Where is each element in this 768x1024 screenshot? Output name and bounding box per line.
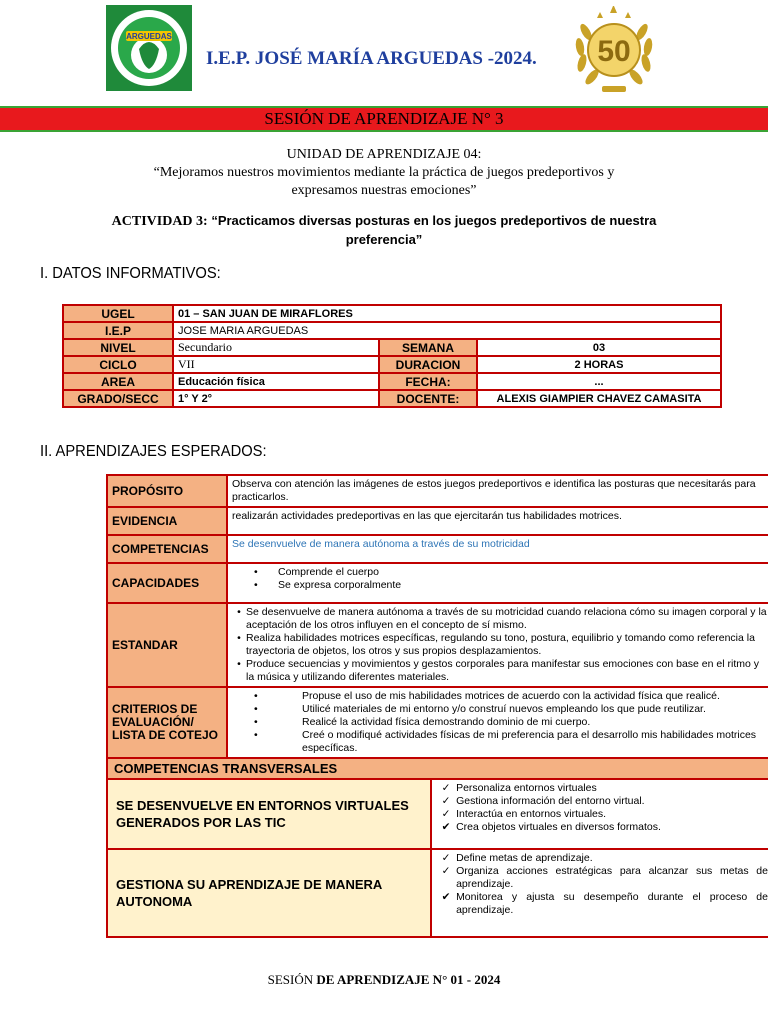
list-item: ✔ Crea objetos virtuales en diversos formatos.: [436, 821, 768, 834]
list-item: ✓ Interactúa en entornos virtuales.: [436, 808, 768, 821]
ciclo-value: VII: [173, 356, 379, 373]
list-item: • Se desenvuelve de manera autónoma a través de su motricidad cuando relaciona cómo su imagen corporal y la aceptación de los otros influyen en el concepto de sí mismo.: [237, 606, 767, 631]
proposito-label: PROPÓSITO: [107, 475, 227, 507]
tic-list: [431, 779, 768, 849]
table-row: [107, 849, 768, 937]
proposito-value: Observa con atención las imágenes de estos juegos predeportivos e identifica las posturas que necesitarás para practicarlos.: [227, 475, 768, 507]
unidad-label: UNIDAD DE APRENDIZAJE 04:: [286, 147, 482, 162]
check-icon: ✔: [441, 821, 451, 833]
list-item: ✔ Monitorea y ajusta su desempeño durante el proceso de aprendizaje.: [436, 891, 768, 917]
semana-label: SEMANA: [379, 339, 477, 356]
check-icon: ✓: [441, 795, 451, 807]
gestiona-label: GESTIONA SU APRENDIZAJE DE MANERA AUTONOMA: [107, 849, 431, 937]
school-logo: [106, 5, 192, 91]
table-row: [63, 322, 721, 339]
check-icon: ✓: [441, 782, 451, 794]
competencias-label: COMPETENCIAS: [107, 535, 227, 563]
footer-bold: DE APRENDIZAJE N° 01 - 2024: [316, 972, 501, 987]
ciclo-label: CICLO: [63, 356, 173, 373]
actividad: [100, 212, 668, 249]
capacidades-label: CAPACIDADES: [107, 563, 227, 603]
anniversary-laurel-icon: [566, 2, 662, 98]
list-item: ✓ Gestiona información del entorno virtual.: [436, 795, 768, 808]
check-icon: ✔: [441, 891, 451, 903]
actividad-text: “Practicamos diversas posturas en los juegos predeportivos de nuestra preferencia”: [207, 213, 657, 247]
area-label: AREA: [63, 373, 173, 390]
table-row: [107, 507, 768, 535]
check-icon: ✓: [441, 865, 451, 877]
gestiona-list: [431, 849, 768, 937]
footer: [0, 972, 768, 988]
duracion-value: 2 HORAS: [477, 356, 721, 373]
estandar-list: [227, 603, 768, 687]
competencias-value: Se desenvuelve de manera autónoma a través de su motricidad: [227, 535, 768, 563]
datos-informativos-table: [62, 304, 722, 408]
school-title: I.E.P. JOSÉ MARÍA ARGUEDAS -2024.: [206, 48, 537, 69]
footer-prefix: SESIÓN: [267, 972, 317, 987]
docente-value: ALEXIS GIAMPIER CHAVEZ CAMASITA: [477, 390, 721, 407]
list-item: ✓ Organiza acciones estratégicas para alcanzar sus metas de aprendizaje.: [436, 865, 768, 891]
iep-label: I.E.P: [63, 322, 173, 339]
tic-label: SE DESENVUELVE EN ENTORNOS VIRTUALES GENERADOS POR LAS TIC: [107, 779, 431, 849]
semana-value: 03: [477, 339, 721, 356]
aprendizajes-table: [106, 474, 768, 938]
iep-value: JOSE MARIA ARGUEDAS: [173, 322, 721, 339]
grado-value: 1° Y 2°: [173, 390, 379, 407]
table-row: [63, 356, 721, 373]
fecha-value: ...: [477, 373, 721, 390]
list-item: • Realiza habilidades motrices específicas, regulando su tono, postura, equilibrio y tomando como referencia la trayectoria de objetos, los otros y sus propios desplazamientos.: [237, 632, 755, 657]
table-row: [63, 305, 721, 322]
actividad-label: ACTIVIDAD 3:: [111, 214, 208, 229]
grado-label: GRADO/SECC: [63, 390, 173, 407]
duracion-label: DURACION: [379, 356, 477, 373]
check-icon: ✓: [441, 808, 451, 820]
evidencia-label: EVIDENCIA: [107, 507, 227, 535]
list-item: • Realicé la actividad física demostrando dominio de mi cuerpo.: [254, 716, 591, 728]
list-item: ✓ Personaliza entornos virtuales: [436, 782, 768, 795]
fecha-label: FECHA:: [379, 373, 477, 390]
table-row: [63, 373, 721, 390]
list-item: • Creé o modifiqué actividades físicas de mi preferencia para el desarrollo mis habilidades motrices específicas.: [254, 729, 757, 754]
ugel-value: 01 – SAN JUAN DE MIRAFLORES: [173, 305, 721, 322]
area-value: Educación física: [173, 373, 379, 390]
criterios-list: [227, 687, 768, 758]
list-item: ✓ Define metas de aprendizaje.: [436, 852, 768, 865]
list-item: • Se expresa corporalmente: [254, 579, 402, 591]
ugel-label: UGEL: [63, 305, 173, 322]
section-datos-informativos: I. DATOS INFORMATIVOS:: [40, 265, 221, 282]
anniversary-number: 50: [597, 35, 631, 68]
table-row: [107, 758, 768, 779]
competencias-transversales-header: COMPETENCIAS TRANSVERSALES: [107, 758, 768, 779]
table-row: [107, 475, 768, 507]
table-row: [107, 563, 768, 603]
docente-label: DOCENTE:: [379, 390, 477, 407]
check-icon: ✓: [441, 852, 451, 864]
estandar-label: ESTANDAR: [107, 603, 227, 687]
table-row: [107, 603, 768, 687]
list-item: • Produce secuencias y movimientos y gestos corporales para manifestar sus emociones con base en el ritmo y la música y utilizando diferentes materiales.: [237, 658, 759, 683]
unidad-line-2: expresamos nuestras emociones”: [291, 183, 477, 198]
nivel-value: Secundario: [173, 339, 379, 356]
list-item: • Utilicé materiales de mi entorno y/o construí nuevos empleando los que pude reutilizar.: [254, 703, 706, 715]
unidad-line-1: “Mejoramos nuestros movimientos mediante la práctica de juegos predeportivos y: [153, 165, 615, 180]
section-aprendizajes-esperados: II. APRENDIZAJES ESPERADOS:: [40, 443, 267, 460]
table-row: [107, 535, 768, 563]
criterios-label: CRITERIOS DE EVALUACIÓN/ LISTA DE COTEJO: [107, 687, 227, 758]
table-row: [107, 779, 768, 849]
nivel-label: NIVEL: [63, 339, 173, 356]
table-row: [63, 339, 721, 356]
list-item: • Comprende el cuerpo: [254, 566, 379, 578]
session-title: SESIÓN DE APRENDIZAJE N° 3: [264, 109, 504, 128]
capacidades-list: [227, 563, 768, 603]
logo-text: ARGUEDAS: [126, 32, 172, 41]
table-row: [63, 390, 721, 407]
evidencia-value: realizarán actividades predeportivas en las que ejercitarán tus habilidades motrices.: [227, 507, 768, 535]
list-item: • Propuse el uso de mis habilidades motrices de acuerdo con la actividad física que realicé.: [254, 690, 720, 702]
table-row: [107, 687, 768, 758]
